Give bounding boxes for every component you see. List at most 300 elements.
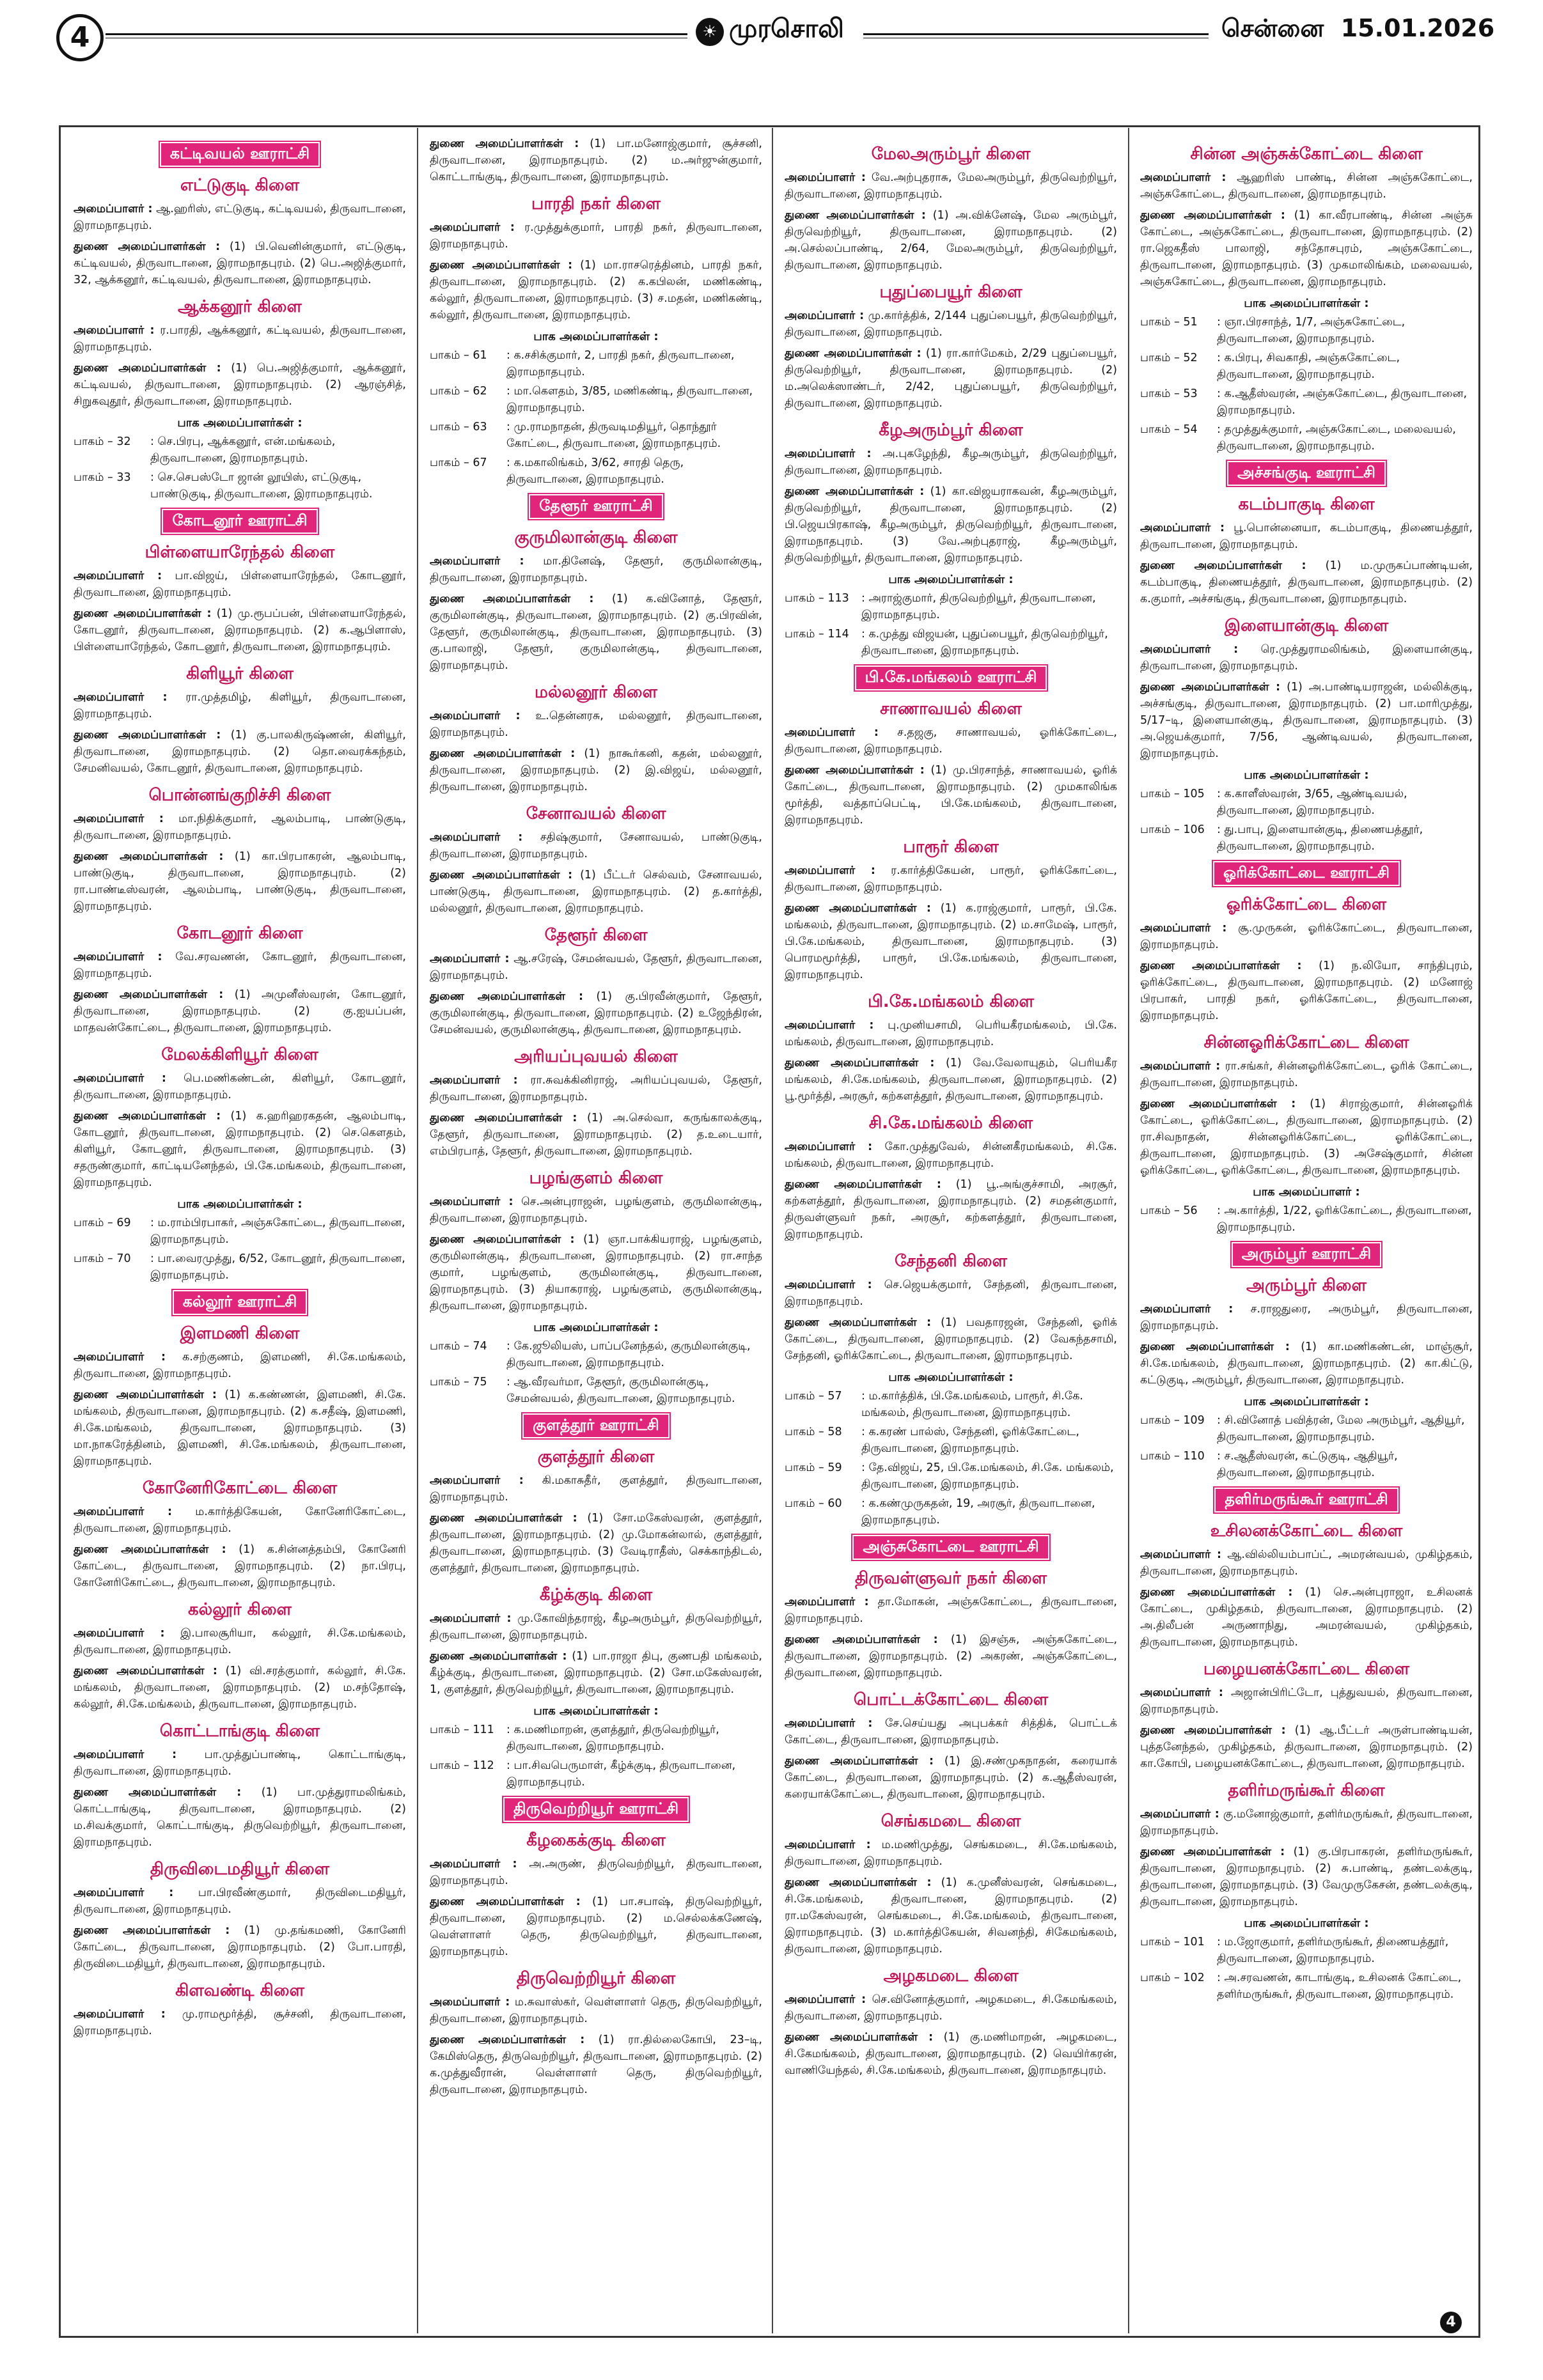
organizer-details: மு.கார்த்திக், 2/144 புதுப்பையூர், திருவெற்றியூர், திருவாடானை, இராமநாதபுரம்.	[785, 309, 1117, 339]
booth-number: பாகம் – 70	[74, 1252, 131, 1265]
booth-organizer-details: : பா.வைரமுத்து, 6/52, கோடனூர், திருவாடானை, இராமநாதபுரம்.	[150, 1252, 405, 1282]
organizer-details: (1) க.ராஜ்குமார், பாரூர், பி.கே. மங்கலம், திருவாடானை, இராமநாதபுரம். (2) ம.சாமேஷ், பாரூர், பி.கே.மங்கலம், திருவாடானை, இராமநாதபுரம். (3) பொரமமூர்த்தி, பாரூர், பி.கே.மங்கலம், திருவாடானை, இராமநாதபுரம்.	[785, 902, 1117, 981]
role-label: அமைப்பாளர் :	[74, 1748, 177, 1761]
panchayat-heading	[430, 1413, 762, 1438]
organizer-details: (1) க.முனீஸ்வரன், செங்கமடை, சி.கே.மங்கலம், திருவாடானை, இராமநாதபுரம். (2) ரா.மகேஸ்வரன், செங்கமடை, சி.கே.மங்கலம், திருவாடானை, இராமநாதபுரம். (3) ம.கார்த்திகேயன், சிவனந்தி, சிகேமங்கலம், திருவாடானை, இராமநாதபுரம்.	[785, 1876, 1117, 1956]
organizer-details: ரா.சுவக்கினிராஜ், அரியப்புவயல், தேளூர், திருவாடானை, இராமநாதபுரம்.	[430, 1074, 762, 1103]
booth-organizers-heading: பாக அமைப்பாளர்கள் :	[1244, 1395, 1369, 1408]
organizer-entry	[1140, 207, 1473, 290]
organizer-entry	[785, 862, 1117, 896]
organizer-entry	[785, 446, 1117, 479]
organizer-details: ஆ.ஹரிஸ், எட்டுகுடி, கட்டிவயல், திருவாடானை, இராமநாதபுரம்.	[74, 203, 406, 232]
booth-number: பாகம் – 59	[785, 1461, 842, 1474]
role-label: துணை அமைப்பாளர்கள் :	[74, 1388, 217, 1401]
organizer-details: (1) ஆ.பீட்டர் அருள்பாண்டியன், புத்தனேந்தல், முகிழ்தகம், திருவாடானை, இராமநாதபுரம். (2) கா.கோபி, பழையனக்கோட்டை, திருவாடானை, இராமநாதபுரம்.	[1140, 1724, 1473, 1770]
city: சென்னை	[1221, 14, 1324, 42]
organizer-details: ரா.முத்தமிழ், கிளியூர், திருவாடானை, இராமநாதபுரம்.	[74, 691, 406, 720]
booth-entry	[1140, 821, 1473, 855]
booth-organizer-details: : பா.சிவபெருமாள், கீழ்க்குடி, திருவாடானை, இராமநாதபுரம்.	[506, 1759, 736, 1789]
organizer-details: (1) பா.ராஜா திபு, குணபதி மங்கலம், கீழ்க்குடி, திருவாடானை, இராமநாதபுரம். (2) சோ.மகேஸ்வரன், 1, குளத்தூர், திருவெற்றியூர், திருவாடானை, இராமநாதபுரம்.	[430, 1650, 762, 1696]
booth-entry	[1140, 421, 1473, 455]
column-divider	[417, 128, 418, 2333]
organizer-entry	[785, 1753, 1117, 1803]
role-label: துணை அமைப்பாளர்கள் :	[1140, 960, 1302, 972]
organizer-details: ஆஹரிஸ் பாண்டி, சின்ன அஞ்சுகோட்டை, அஞ்சுகோட்டை, திருவாடானை, இராமநாதபுரம்.	[1140, 171, 1473, 201]
branch-heading: கிளியூர் கிளை	[186, 664, 294, 683]
booth-number: பாகம் – 57	[785, 1390, 842, 1403]
organizer-details: (1) ஞா.பாக்கியராஜ், பழங்குளம், குருமிலான்குடி, திருவாடானை, இராமநாதபுரம். (2) ரா.சாந்த குமார், பழங்குளம், குருமிலான்குடி, திருவாடானை, இராமநாதபுரம். (3) தியாகராஜ், பழங்குளம், குருமிலான்குடி, திருவாடானை, இராமநாதபுரம்.	[430, 1233, 762, 1312]
branch-heading: அழகமடை கிளை	[883, 1966, 1019, 1986]
organizer-details: சூ.முருகன், ஓரிக்கோட்டை, திருவாடானை, இராமநாதபுரம்.	[1140, 922, 1473, 951]
organizer-details: (1) பூ.அங்குச்சாமி, அரசூர், கற்களத்தூர், திருவாடானை, இராமநாதபுரம். (2) சமதன்குமார், திருவள்ளுவர் நகர், அரசூர், கற்களத்தூர், திருவாடானை, இராமநாதபுரம்.	[785, 1178, 1117, 1241]
role-label: துணை அமைப்பாளர்கள் :	[430, 990, 583, 1003]
booth-number: பாகம் – 105	[1140, 788, 1205, 800]
organizer-entry	[74, 848, 406, 915]
booth-organizer-details: : செ.செபஸ்டோ ஜான் லூயிஸ், எட்டுகுடி, பாண்டுகுடி, திருவாடானை, இராமநாதபுரம்.	[150, 471, 373, 501]
role-label: அமைப்பாளர் :	[430, 1474, 524, 1487]
organizer-details: அ.அருண், திருவெற்றியூர், திருவாடானை, இராமநாதபுரம்.	[430, 1858, 762, 1887]
booth-organizer-details: : க.ஆதீஸ்வரன், அஞ்சுகோட்டை, திருவாடானை, இராமநாதபுரம்.	[1217, 387, 1468, 417]
organizer-entry	[430, 2032, 762, 2098]
booth-organizer-details: : து.பாபு, இளையான்குடி, திணையத்தூர், திருவாடானை, இராமநாதபுரம்.	[1217, 823, 1423, 853]
panchayat-heading-label: அச்சங்குடி ஊராட்சி	[1227, 461, 1386, 486]
booth-number: பாகம் – 58	[785, 1426, 842, 1438]
booth-organizer-details: : க.முத்து விஜயன், புதுப்பையூர், திருவெற்றியூர், திருவாடானை, இராமநாதபுரம்.	[861, 628, 1108, 657]
organizer-entry	[74, 949, 406, 982]
column-divider	[772, 128, 773, 2333]
organizer-entry	[785, 1594, 1117, 1627]
organizer-details: பா.விஜய், பிள்ளையாரேந்தல், கோடனூர், திருவாடானை, இராமநாதபுரம்.	[74, 570, 406, 599]
branch-heading: பாரூர் கிளை	[903, 837, 999, 857]
role-label: துணை அமைப்பாளர்கள் :	[430, 1895, 581, 1908]
organizer-details: சதிஷ்குமார், சேனாவயல், பாண்டுகுடி, திருவாடானை, இராமநாதபுரம்.	[430, 831, 762, 860]
organizer-details: மா.தினேஷ், தேளூர், குருமிலான்குடி, திருவாடானை, இராமநாதபுரம்.	[430, 555, 762, 584]
organizer-details: ம.கார்த்திகேயன், கோனேரிகோட்டை, திருவாடானை, இராமநாதபுரம்.	[74, 1505, 406, 1535]
role-label: அமைப்பாளர் :	[1140, 1060, 1221, 1073]
panchayat-heading-label: திருவெற்றியூர் ஊராட்சி	[503, 1797, 689, 1822]
branch-heading: மல்லனூர் கிளை	[535, 683, 657, 702]
organizer-details: ர.முத்துக்குமார், பாரதி நகர், திருவாடானை, இராமநாதபுரம்.	[430, 221, 762, 251]
booth-entry	[74, 1250, 406, 1284]
booth-number: பாகம் – 52	[1140, 352, 1198, 364]
organizer-entry	[1140, 557, 1473, 607]
role-label: துணை அமைப்பாளர்கள் :	[430, 259, 573, 272]
masthead	[0, 0, 1543, 64]
organizer-entry	[430, 951, 762, 984]
organizer-details: ஆ.வில்லியம்பாப்ட், அமரன்வயல், முகிழ்தகம், திருவாடானை, இராமநாதபுரம்.	[1140, 1548, 1473, 1578]
organizer-details: (1) வே.வேலாயுதம், பெரியகீர மங்கலம், சி.கே.மங்கலம், திருவாடானை, இராமநாதபுரம். (2) பூ.மூர்த்தி, அரசூர், கற்களத்தூர், திருவாடானை, இராமநாதபுரம்.	[785, 1057, 1117, 1103]
role-label: துணை அமைப்பாளர்கள் :	[785, 1057, 935, 1069]
organizer-details: (1) க.ஹரிஹரகதன், ஆலம்பாடி, கோடனூர், திருவாடானை, இராமநாதபுரம். (2) செ.கௌதம், கிளியூர், கோடனூர், திருவாடானை, இராமநாதபுரம். (3) சதருண்குமார், காட்டியனேந்தல், பி.கே.மங்கலம், திருவாடானை, இராமநாதபுரம்.	[74, 1110, 406, 1189]
booth-entry	[1140, 1412, 1473, 1445]
booth-organizer-details: : செ.பிரபு, ஆக்கனூர், என்.மங்கலம், திருவாடானை, இராமநாதபுரம்.	[150, 435, 336, 465]
branch-heading: கோடனூர் கிளை	[176, 924, 303, 943]
role-label: அமைப்பாளர் :	[1140, 1686, 1223, 1699]
organizer-details: செ.ஜெயக்குமார், சேந்தனி, திருவாடானை, இராமநாதபுரம்.	[785, 1279, 1117, 1308]
role-label: துணை அமைப்பாளர்கள் :	[74, 1665, 217, 1677]
branch-heading: குளத்தூர் கிளை	[537, 1447, 655, 1466]
organizer-entry	[74, 1885, 406, 1918]
organizer-entry	[785, 1715, 1117, 1748]
role-label: துணை அமைப்பாளர்கள் :	[1140, 209, 1285, 222]
organizer-entry	[785, 307, 1117, 341]
role-label: அமைப்பாளர் :	[430, 221, 515, 234]
organizer-details: (1) அ.விக்னேஷ், மேல அரும்பூர், திருவெற்றியூர், திருவாடானை, இராமநாதபுரம். (2) அ.செல்லப்பாண்டி, 2/64, மேலஅரும்பூர், திருவெற்றியூர், திருவாடானை, இராமநாதபுரம்.	[785, 209, 1117, 272]
panchayat-heading	[74, 142, 406, 167]
booth-organizer-details: : ம.ராம்பிரபாகர், அஞ்சுகோட்டை, திருவாடானை, இராமநாதபுரம்.	[150, 1217, 405, 1246]
branch-heading: பிள்ளையாரேந்தல் கிளை	[145, 543, 335, 562]
organizer-details: கி.மகாசுதீர், குளத்தூர், திருவாடானை, இராமநாதபுரம்.	[430, 1474, 762, 1504]
organizer-details: (1) சிராஜ்குமார், சின்னஓரிக் கோட்டை, ஓரிக்கோட்டை, திருவாடானை, இராமநாதபுரம். (2) ரா.சிவநாதன், சின்னஓரிக்கோட்டை, ஓரிக்கோட்டை, திருவாடானை, இராமநாதபுரம். (3) அசேஷ்குமார், சின்ன ஓரிக்கோட்டை, ஓரிக்கோட்டை, திருவாடானை, இராமநாதபுரம்.	[1140, 1098, 1473, 1177]
role-label: துணை அமைப்பாளர்கள் :	[74, 729, 221, 742]
organizer-entry	[1140, 1546, 1473, 1580]
panchayat-heading-label: குளத்தூர் ஊராட்சி	[522, 1413, 670, 1438]
role-label: துணை அமைப்பாளர்கள் :	[74, 240, 221, 253]
booth-organizer-details: : ச.ஆதீஸ்வரன், கட்டுகுடி, ஆதியூர், திருவாடானை, இராமநாதபுரம்.	[1217, 1450, 1398, 1479]
booth-organizer-details: : சி.வினோத் பவித்ரன், மேல அரும்பூர், ஆதியூர், திருவாடானை, இராமநாதபுரம்.	[1217, 1414, 1465, 1443]
branch-heading: புதுப்பையூர் கிளை	[879, 283, 1022, 302]
organizer-details: ச.ராஜதுரை, அரும்பூர், திருவாடானை, இராமநாதபுரம்.	[1140, 1303, 1473, 1332]
panchayat-heading	[1140, 861, 1473, 886]
organizer-entry	[1140, 1301, 1473, 1334]
booth-entry	[1140, 1934, 1473, 1967]
organizer-entry	[1140, 679, 1473, 762]
role-label: அமைப்பாளர் :	[74, 813, 164, 825]
branch-heading: செங்கமடை கிளை	[881, 1812, 1021, 1831]
booth-organizer-details: : ஞா.பிரசாந்த், 1/7, அஞ்சுகோட்டை, திருவாடானை, இராமநாதபுரம்.	[1217, 316, 1406, 345]
panchayat-heading-label: அஞ்சுகோட்டை ஊராட்சி	[852, 1535, 1049, 1560]
organizer-details: (1) க.சின்னத்தம்பி, கோனேரி கோட்டை, திருவாடானை, இராமநாதபுரம். (2) நா.பிரபு, கோனேரிகோட்டை, திருவாடானை, இராமநாதபுரம்.	[74, 1543, 406, 1589]
branch-heading: சாணாவயல் கிளை	[880, 699, 1022, 719]
role-label: அமைப்பாளர் :	[430, 953, 510, 965]
booth-organizer-details: : க.கரண் பால்ஸ், சேந்தனி, ஓரிக்கோட்டை, திருவாடானை, இராமநாதபுரம்.	[861, 1426, 1079, 1455]
branch-heading: பொன்னங்குறிச்சி கிளை	[148, 786, 331, 805]
organizer-details: (1) கு.பாலகிருஷ்ணன், கிளியூர், திருவாடானை, இராமநாதபுரம். (2) தொ.வைரக்கந்தம், சேமனிவயல், கோடனூர், திருவாடானை, இராமநாதபுரம்.	[74, 729, 406, 775]
booth-entry	[1140, 1448, 1473, 1481]
organizer-entry	[785, 1176, 1117, 1243]
booth-entry	[430, 1757, 762, 1791]
branch-heading: திருவெற்றியூர் கிளை	[516, 1969, 676, 1988]
role-label: அமைப்பாளர் :	[785, 1140, 873, 1153]
booth-number: பாகம் – 61	[430, 349, 487, 362]
role-label: துணை அமைப்பாளர்கள் :	[74, 850, 224, 863]
organizer-entry	[430, 219, 762, 253]
organizer-entry	[74, 1349, 406, 1382]
organizer-details: (1) க.கண்ணன், இளமணி, சி.கே. மங்கலம், திருவாடானை, இராமநாதபுரம். (2) க.சதீஷ், இளமணி, சி.கே.மங்கலம், திருவாடானை, இராமநாதபுரம். (3) மா.நாகரேத்தினம், இளமணி, சி.கே.மங்கலம், திருவாடானை, இராமநாதபுரம்.	[74, 1388, 406, 1468]
rising-sun-emblem-icon: ☀	[696, 18, 724, 46]
booth-entry	[785, 1495, 1117, 1528]
organizer-details: வே.அற்புதராசு, மேலஅரும்பூர், திருவெற்றியூர், திருவாடானை, இராமநாதபுரம்.	[785, 171, 1117, 201]
booth-entry	[430, 1338, 762, 1371]
organizer-details: (1) பா.மனோஜ்குமார், சூச்சனி, திருவாடானை, இராமநாதபுரம். (2) ம.அர்ஜுன்குமார், கொட்டாங்குடி, திருவாடானை, இராமநாதபுரம்.	[430, 137, 762, 183]
organizer-details: மா.நிதிக்குமார், ஆலம்பாடி, பாண்டுகுடி, திருவாடானை, இராமநாதபுரம்.	[74, 813, 406, 842]
role-label: துணை அமைப்பாளர்கள் :	[430, 593, 594, 605]
booth-number: பாகம் – 106	[1140, 823, 1205, 836]
organizer-entry	[430, 1894, 762, 1960]
organizer-entry	[785, 1017, 1117, 1050]
branch-heading: ஆக்கனூர் கிளை	[178, 297, 302, 316]
organizer-details: பு.முனியசாமி, பெரியகீரமங்கலம், பி.கே. மங்கலம், திருவாடானை, இராமநாதபுரம்.	[785, 1019, 1117, 1048]
organizer-entry	[785, 483, 1117, 566]
panchayat-heading-label: பி.கே.மங்கலம் ஊராட்சி	[855, 665, 1047, 690]
organizer-entry	[430, 988, 762, 1038]
booth-entry	[74, 433, 406, 467]
column-4	[1140, 136, 1473, 2005]
panchayat-heading	[74, 1290, 406, 1315]
panchayat-heading-label: கோடனூர் ஊராட்சி	[162, 509, 317, 534]
booth-organizer-details: : மு.ராமநாதன், திருவடிமதியூர், தொந்தூர் கோட்டை, திருவாடானை, இராமநாதபுரம்.	[506, 421, 721, 450]
booth-organizer-details: : அராஜ்குமார், திருவெற்றியூர், திருவாடானை, இராமநாதபுரம்.	[861, 592, 1096, 621]
organizer-entry	[785, 1314, 1117, 1364]
branch-heading: குருமிலான்குடி கிளை	[514, 528, 678, 547]
branch-heading: பழங்குளம் கிளை	[529, 1169, 663, 1188]
booth-organizer-details: : தே.விஜய், 25, பி.கே.மங்கலம், சி.கே. மங்கலம், திருவாடானை, இராமநாதபுரம்.	[861, 1461, 1114, 1491]
booth-organizers-heading: பாக அமைப்பாளர்கள் :	[533, 1321, 659, 1334]
role-label: துணை அமைப்பாளர்கள் :	[1140, 681, 1281, 694]
role-label: துணை அமைப்பாளர்கள் :	[74, 988, 224, 1001]
organizer-entry	[785, 1837, 1117, 1870]
organizer-entry	[1140, 1844, 1473, 1910]
organizer-entry	[74, 2006, 406, 2039]
branch-heading: தளிர்மருங்கூர் கிளை	[1228, 1781, 1385, 1800]
organizer-entry	[1140, 169, 1473, 203]
organizer-entry	[430, 829, 762, 862]
role-label: அமைப்பாளர் :	[74, 2008, 166, 2021]
role-label: அமைப்பாளர் :	[430, 1612, 512, 1625]
booth-number: பாகம் – 32	[74, 435, 131, 448]
role-label: அமைப்பாளர் :	[785, 1839, 871, 1851]
organizer-entry	[785, 1277, 1117, 1310]
role-label: துணை அமைப்பாளர்கள் :	[785, 347, 921, 360]
organizer-entry	[1140, 920, 1473, 953]
role-label: துணை அமைப்பாளர்கள் :	[785, 1316, 932, 1329]
role-label: துணை அமைப்பாளர்கள் :	[430, 2034, 585, 2046]
role-label: துணை அமைப்பாளர்கள் :	[74, 1924, 230, 1937]
organizer-details: பெ.மணிகண்டன், கிளியூர், கோடனூர், திருவாடானை, இராமநாதபுரம்.	[74, 1072, 406, 1101]
organizer-entry	[430, 1110, 762, 1160]
role-label: அமைப்பாளர் :	[1140, 171, 1226, 184]
organizer-details: பூ.பொன்னையா, கடம்பாகுடி, திணையத்தூர், திருவாடானை, இராமநாதபுரம்.	[1140, 522, 1473, 551]
organizer-details: (1) கா.மணிகண்டன், மாஞ்சூர், சி.கே.மங்கலம், திருவாடானை, இராமநாதபுரம். (2) கா.கிட்டு, கட்டுகுடி, அரும்பூர், திருவாடானை, இராமநாதபுரம்.	[1140, 1341, 1473, 1387]
organizer-details: (1) இ.சண்முகநாதன், கரையாக் கோட்டை, திருவாடானை, இராமநாதபுரம். (2) க.ஆதீஸ்வரன், கரையாக்கோட்டை, திருவாடானை, இராமநாதபுரம்.	[785, 1755, 1117, 1801]
organizer-entry	[430, 1994, 762, 2027]
role-label: துணை அமைப்பாளர்கள் :	[430, 869, 573, 882]
role-label: அமைப்பாளர் :	[430, 1195, 513, 1208]
role-label: அமைப்பாளர் :	[430, 710, 521, 722]
organizer-details: வே.சரவணன், கோடனூர், திருவாடானை, இராமநாதபுரம்.	[74, 951, 406, 980]
organizer-details: (1) கு.பிரபாகரன், தளிர்மருங்கூர், திருவாடானை, இராமநாதபுரம். (2) சு.பாண்டி, தண்டலக்குடி, திருவாடானை, இராமநாதபுரம். (3) வேமுருகேசன், தண்டலக்குடி, திருவாடானை, இராமநாதபுரம்.	[1140, 1846, 1473, 1908]
role-label: அமைப்பாளர் :	[1140, 1548, 1221, 1561]
organizer-details: (1) அமுனீஸ்வரன், கோடனூர், திருவாடானை, இராமநாதபுரம். (2) கு.ஐயப்பன், மாதவன்கோட்டை, திருவாடானை, இராமநாதபுரம்.	[74, 988, 406, 1034]
booth-entry	[430, 347, 762, 380]
booth-entry	[1140, 314, 1473, 347]
branch-heading: இளையான்குடி கிளை	[1224, 616, 1389, 635]
branch-heading: கீழ்க்குடி கிளை	[539, 1585, 653, 1605]
organizer-entry	[430, 867, 762, 917]
organizer-details: (1) செ.அன்புராஜா, உசிலனக் கோட்டை, முகிழ்தகம், திருவாடானை, இராமநாதபுரம். (2) அ.திலீபன் அருணாநிது, அமரன்வயல், முகிழ்தகம், திருவாடானை, இராமநாதபுரம்.	[1140, 1586, 1473, 1649]
role-label: அமைப்பாளர் :	[785, 1717, 873, 1730]
organizer-entry	[74, 1541, 406, 1591]
booth-entry	[430, 1374, 762, 1407]
organizer-details: (1) கா.வீரபாண்டி, சின்ன அஞ்சு கோட்டை, அஞ்சுகோட்டை, திருவாடானை, இராமநாதபுரம். (2) ரா.ஜெகதீஸ் பாலாஜி, சந்தோசபுரம், அஞ்சுகோட்டை, திருவாடானை, இராமநாதபுரம். (3) முகமாலிங்கம், மலைவயல், அஞ்சுகோட்டை, திருவாடானை, இராமநாதபுரம்.	[1140, 209, 1473, 288]
organizer-entry	[430, 1231, 762, 1314]
organizer-details: இ.பாலசூரியா, கல்லூர், சி.கே.மங்கலம், திருவாடானை, இராமநாதபுரம்.	[74, 1627, 406, 1656]
organizer-entry	[1140, 958, 1473, 1024]
organizer-details: (1) மு.பிரசாந்த், சாணாவயல், ஓரிக் கோட்டை, திருவாடானை, இராமநாதபுரம். (2) முமகாலிங்க மூர்த்தி, வத்தாப்பெட்டி, பி.கே.மங்கலம், திருவாடானை, இராமநாதபுரம்.	[785, 764, 1117, 827]
booth-entry	[74, 1215, 406, 1248]
booth-number: பாகம் – 62	[430, 385, 487, 398]
booth-entry	[430, 383, 762, 416]
paper-name: முரசொலி	[729, 14, 844, 43]
branch-heading: கிளவண்டி கிளை	[175, 1981, 304, 2000]
branch-heading: கீழகைக்குடி கிளை	[526, 1831, 666, 1850]
booth-entry	[1140, 385, 1473, 419]
panchayat-heading	[785, 1535, 1117, 1560]
role-label: துணை அமைப்பாளர்கள் :	[785, 485, 925, 498]
booth-organizers-heading: பாக அமைப்பாளர்கள் :	[1244, 768, 1369, 782]
role-label: துணை அமைப்பாளர்கள் :	[785, 209, 926, 222]
organizer-details: (1) இசஞ்சு, அஞ்சுகோட்டை, திருவாடானை, இராமநாதபுரம். (2) அகரண், அஞ்சுகோட்டை, திருவாடானை, இராமநாதபுரம்.	[785, 1633, 1117, 1679]
booth-number: பாகம் – 109	[1140, 1414, 1205, 1427]
organizer-entry	[74, 1387, 406, 1470]
booth-organizers-heading: பாக அமைப்பாளர்கள் :	[1244, 297, 1369, 310]
role-label: துணை அமைப்பாளர்கள் :	[785, 1633, 938, 1646]
role-label: அமைப்பாளர் :	[74, 1505, 172, 1518]
role-label: அமைப்பாளர் :	[785, 1279, 872, 1291]
organizer-details: ர.கார்த்திகேயன், பாரூர், ஓரிக்கோட்டை, திருவாடானை, இராமநாதபுரம்.	[785, 864, 1117, 894]
booth-organizer-details: : க.பிரபு, சிவகாதி, அஞ்சுகோட்டை, திருவாடானை, இராமநாதபுரம்.	[1217, 352, 1400, 381]
booth-number: பாகம் – 114	[785, 628, 849, 641]
organizer-entry	[1140, 1806, 1473, 1839]
booth-entry	[785, 1388, 1117, 1421]
role-label: அமைப்பாளர் :	[430, 1858, 517, 1871]
booth-entry	[785, 626, 1117, 659]
organizer-details: (1) ம.முருகப்பாண்டியன், கடம்பாகுடி, திணையத்தூர், திருவாடானை, இராமநாதபுரம். (2) க.குமார், அச்சங்குடி, திருவாடானை, இராமநாதபுரம்.	[1140, 559, 1473, 605]
booth-organizers-heading: பாக அமைப்பாளர்கள் :	[533, 330, 659, 343]
organizer-entry	[785, 1139, 1117, 1172]
role-label: துணை அமைப்பாளர்கள் :	[785, 1178, 941, 1191]
role-label: துணை அமைப்பாளர்கள் :	[430, 137, 579, 150]
organizer-entry	[785, 345, 1117, 412]
booth-number: பாகம் – 69	[74, 1217, 131, 1229]
booth-organizers-heading: பாக அமைப்பாளர்கள் :	[177, 416, 302, 430]
role-label: அமைப்பாளர் :	[785, 1993, 866, 2006]
organizer-entry	[74, 1625, 406, 1658]
role-label: அமைப்பாளர் :	[785, 171, 866, 184]
role-label: துணை அமைப்பாளர்கள் :	[74, 362, 221, 375]
role-label: துணை அமைப்பாளர்கள் :	[785, 1755, 934, 1768]
booth-number: பாகம் – 111	[430, 1723, 494, 1736]
panchayat-heading-label: ஓரிக்கோட்டை ஊராட்சி	[1213, 861, 1400, 886]
organizer-entry	[430, 708, 762, 741]
role-label: அமைப்பாளர் :	[785, 309, 865, 322]
role-label: அமைப்பாளர் :	[74, 1886, 174, 1899]
organizer-entry	[74, 1784, 406, 1851]
role-label: அமைப்பாளர் :	[785, 864, 875, 877]
branch-heading: கீழஅரும்பூர் கிளை	[879, 421, 1023, 440]
role-label: துணை அமைப்பாளர்கள் :	[785, 1876, 932, 1889]
branch-heading: அரியப்புவயல் கிளை	[514, 1047, 678, 1066]
organizer-entry	[74, 727, 406, 777]
organizer-details: ச.தஜகு, சாணாவயல், ஓரிக்கோட்டை, திருவாடானை, இராமநாதபுரம்.	[785, 726, 1117, 756]
role-label: அமைப்பாளர் :	[785, 447, 872, 460]
organizer-entry	[74, 568, 406, 601]
booth-organizers-heading: பாக அமைப்பாளர்கள் :	[533, 1704, 659, 1718]
organizer-details: (1) பீட்டர் செல்வம், சேனாவயல், பாண்டுகுடி, திருவாடானை, இராமநாதபுரம். (2) த.கார்த்தி, மல்லனூர், திருவாடானை, இராமநாதபுரம்.	[430, 869, 762, 915]
booth-number: பாகம் – 56	[1140, 1204, 1198, 1217]
column-3	[785, 136, 1117, 2083]
role-label: துணை அமைப்பாளர்கள் :	[1140, 1724, 1286, 1737]
role-label: அமைப்பாளர் :	[74, 1351, 166, 1364]
booth-organizer-details: : அ.சரவணன், காடாங்குடி, உசிலனக் கோட்டை, தளிர்மருங்கூர், திருவாடானை, இராமநாதபுரம்.	[1217, 1972, 1462, 2001]
organizer-entry	[1140, 641, 1473, 674]
booth-number: பாகம் – 33	[74, 471, 131, 484]
booth-entry	[1140, 1970, 1473, 2003]
booth-number: பாகம் – 113	[785, 592, 849, 605]
panchayat-heading	[430, 1797, 762, 1822]
organizer-details: சே.செய்யது அபுபக்கர் சித்திக், பொட்டக் கோட்டை, திருவாடானை, இராமநாதபுரம்.	[785, 1717, 1117, 1746]
branch-heading: மேலக்கிளியூர் கிளை	[161, 1045, 318, 1064]
organizer-details: (1) பி.வெனின்குமார், எட்டுகுடி, கட்டிவயல், திருவாடானை, இராமநாதபுரம். (2) பெ.அஜித்குமார், 32, ஆக்கனூர், கட்டிவயல், திருவாடானை, இராமநாதபுரம்.	[74, 240, 406, 286]
booth-number: பாகம் – 51	[1140, 316, 1198, 329]
organizer-entry	[430, 1648, 762, 1698]
branch-heading: இளமணி கிளை	[180, 1324, 300, 1343]
branch-heading: அரும்பூர் கிளை	[1246, 1276, 1367, 1295]
organizer-entry	[74, 1922, 406, 1972]
organizer-entry	[785, 169, 1117, 203]
booth-organizers-heading: பாக அமைப்பாளர்கள் :	[177, 1197, 302, 1211]
organizer-entry	[74, 360, 406, 410]
panchayat-heading	[1140, 1488, 1473, 1513]
organizer-details: (1) சோ.மகேஸ்வரன், குளத்தூர், திருவாடானை, இராமநாதபுரம். (2) மு.மோகன்லால், குளத்தூர், திருவாடானை, இராமநாதபுரம். (3) வேடிராதீஸ், செக்காந்திடல், குளத்தூர், திருவாடானை, இராமநாதபுரம்.	[430, 1512, 762, 1575]
booth-number: பாகம் – 67	[430, 456, 487, 469]
page-number-badge: 4	[56, 14, 104, 61]
branch-heading: பொட்டக்கோட்டை கிளை	[853, 1690, 1049, 1709]
column-2	[430, 136, 762, 2103]
organizer-details: க.சற்குணம், இளமணி, சி.கே.மங்கலம், திருவாடானை, இராமநாதபுரம்.	[74, 1351, 406, 1380]
organizer-details: (1) மா.ராசரெத்தினம், பாரதி நகர், திருவாடானை, இராமநாதபுரம். (2) க.கபிலன், மணிகண்டி, கல்லூர், திருவாடானை, இராமநாதபுரம். (3) ச.மதன், மணிகண்டி, கல்லூர், திருவாடானை, இராமநாதபுரம்.	[430, 259, 762, 322]
organizer-details: (1) ந.லியோ, சாந்திபுரம், ஓரிக்கோட்டை, திருவாடானை, இராமநாதபுரம். (2) மனோஜ் பிரபாகர், பாரதி நகர், ஓரிக்கோட்டை, திருவாடானை, இராமநாதபுரம்.	[1140, 960, 1473, 1022]
booth-organizer-details: : ஆ.வீரவர்மா, தேளூர், குருமிலான்குடி, சேமன்வயல், திருவாடானை, இராமநாதபுரம்.	[506, 1376, 735, 1405]
booth-organizers-heading: பாக அமைப்பாளர்கள் :	[1244, 1917, 1369, 1930]
role-label: அமைப்பாளர் :	[430, 1996, 510, 2009]
organizer-details: (1) ரா.கார்மேகம், 2/29 புதுப்பையூர், திருவெற்றியூர், திருவாடானை, இராமநாதபுரம். (2) ம.அலெக்ஸாண்டர், 2/42, புதுப்பையூர், திருவெற்றியூர், திருவாடானை, இராமநாதபுரம்.	[785, 347, 1117, 410]
branch-heading: சேந்தனி கிளை	[895, 1252, 1007, 1271]
panchayat-heading-label: அரும்பூர் ஊராட்சி	[1232, 1242, 1381, 1267]
organizer-entry	[74, 1746, 406, 1780]
role-label: அமைப்பாளர் :	[430, 555, 524, 568]
organizer-details: கோ.முத்துவேல், சின்னகீரமங்கலம், சி.கே. மங்கலம், திருவாடானை, இராமநாதபுரம்.	[785, 1140, 1117, 1170]
organizer-entry	[1140, 520, 1473, 553]
organizer-entry	[74, 1663, 406, 1713]
organizer-entry	[1140, 1096, 1473, 1179]
role-label: துணை அமைப்பாளர்கள் :	[1140, 1098, 1296, 1110]
panchayat-heading-label: கல்லூர் ஊராட்சி	[173, 1290, 308, 1315]
branch-heading: எட்டுகுடி கிளை	[180, 176, 300, 195]
organizer-details: மு.கோவிந்தராஜ், கீழஅரும்பூர், திருவெற்றியூர், திருவாடானை, இராமநாதபுரம்.	[430, 1612, 762, 1642]
branch-heading: மேலஅரும்பூர் கிளை	[871, 144, 1031, 164]
role-label: அமைப்பாளர் :	[74, 691, 168, 704]
booth-entry	[430, 455, 762, 488]
organizer-entry	[785, 207, 1117, 274]
organizer-entry	[1140, 1684, 1473, 1718]
organizer-details: (1) அ.செல்வா, கருங்காலக்குடி, தேளூர், திருவாடானை, இராமநாதபுரம். (2) த.உடையார், எம்பிரபாத், தேளூர், திருவாடானை, இராமநாதபுரம்.	[430, 1112, 762, 1158]
booth-organizer-details: : அ.கார்த்தி, 1/22, ஓரிக்கோட்டை, திருவாடானை, இராமநாதபுரம்.	[1217, 1204, 1472, 1234]
organizer-entry	[785, 762, 1117, 828]
organizer-details: (1) பா.முத்துராமலிங்கம், கொட்டாங்குடி, திருவாடானை, இராமநாதபுரம். (2) ம.சிவக்குமார், கொட்டாங்குடி, திருவெற்றியூர், திருவாடானை, இராமநாதபுரம்.	[74, 1786, 406, 1849]
column-divider	[1128, 128, 1129, 2333]
booth-organizer-details: : ம.கார்த்திக், பி.கே.மங்கலம், பாரூர், சி.கே. மங்கலம், திருவாடானை, இராமநாதபுரம்.	[861, 1390, 1083, 1419]
